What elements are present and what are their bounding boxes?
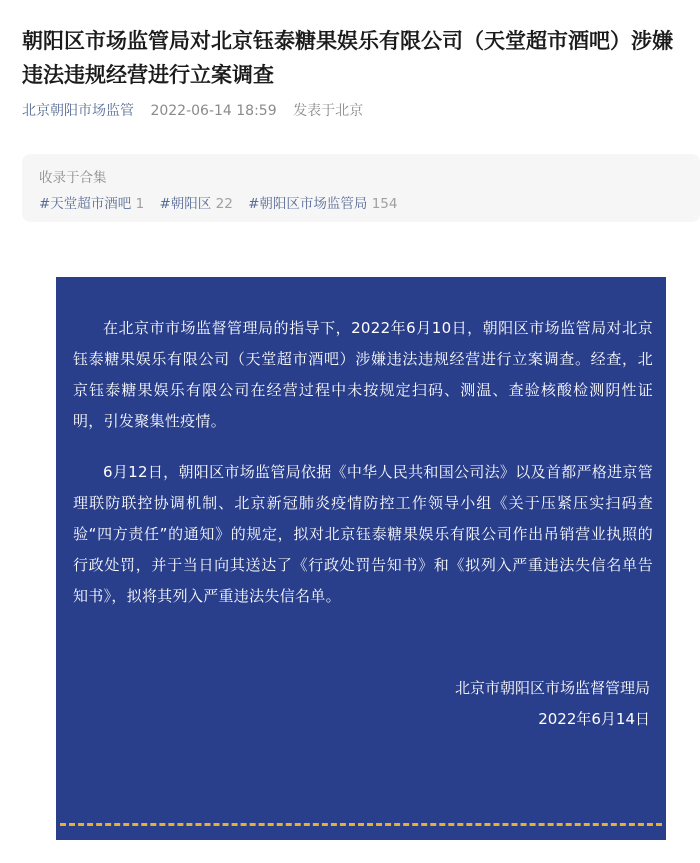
- decorative-dashed-line: [60, 823, 662, 826]
- publish-time: 2022-06-14 18:59: [150, 103, 277, 119]
- collection-tag[interactable]: #朝阳区 22: [159, 196, 233, 212]
- collection-tag[interactable]: #朝阳区市场监管局 154: [248, 196, 398, 212]
- notice-image: [56, 277, 666, 840]
- notice-date: 2022年6月14日: [538, 710, 650, 728]
- article-title: 朝阳区市场监管局对北京钰泰糖果娱乐有限公司（天堂超市酒吧）涉嫌违法违规经营进行立案调查: [22, 29, 673, 87]
- author-link[interactable]: 北京朝阳市场监管: [22, 103, 134, 119]
- tag-count: 154: [371, 196, 398, 212]
- collection-tags: [39, 192, 408, 212]
- collection-box: [22, 154, 700, 222]
- collection-label: 收录于合集: [39, 170, 107, 186]
- publish-location: 发表于北京: [293, 103, 364, 119]
- collection-tag[interactable]: #天堂超市酒吧 1: [39, 196, 145, 212]
- tag-count: 22: [215, 196, 233, 212]
- tag-count: 1: [135, 196, 145, 212]
- notice-signature: 北京市朝阳区市场监督管理局: [454, 679, 650, 697]
- notice-paragraph: 在北京市市场监督管理局的指导下，2022年6月10日，朝阳区市场监管局对北京钰泰糖果娱乐有限公司（天堂超市酒吧）涉嫌违法违规经营进行立案调查。经查，北京钰泰糖果娱乐有限公司在经营过程中未按规定扫码、测温、查验核酸检测阴性证明，引发聚集性疫情。: [73, 319, 653, 430]
- notice-paragraph: 6月12日，朝阳区市场监管局依据《中华人民共和国公司法》以及首都严格进京管理联防联控协调机制、北京新冠肺炎疫情防控工作领导小组《关于压紧压实扫码查验“四方责任”的通知》的规定，拟对北京钰泰糖果娱乐有限公司作出吊销营业执照的行政处罚，并于当日向其送达了《行政处罚告知书》和《拟列入严重违法失信名单告知书》，拟将其列入严重违法失信名单。: [73, 463, 653, 605]
- notice-body: [73, 313, 653, 632]
- article-meta: [22, 100, 363, 120]
- notice-signature-block: [455, 673, 650, 735]
